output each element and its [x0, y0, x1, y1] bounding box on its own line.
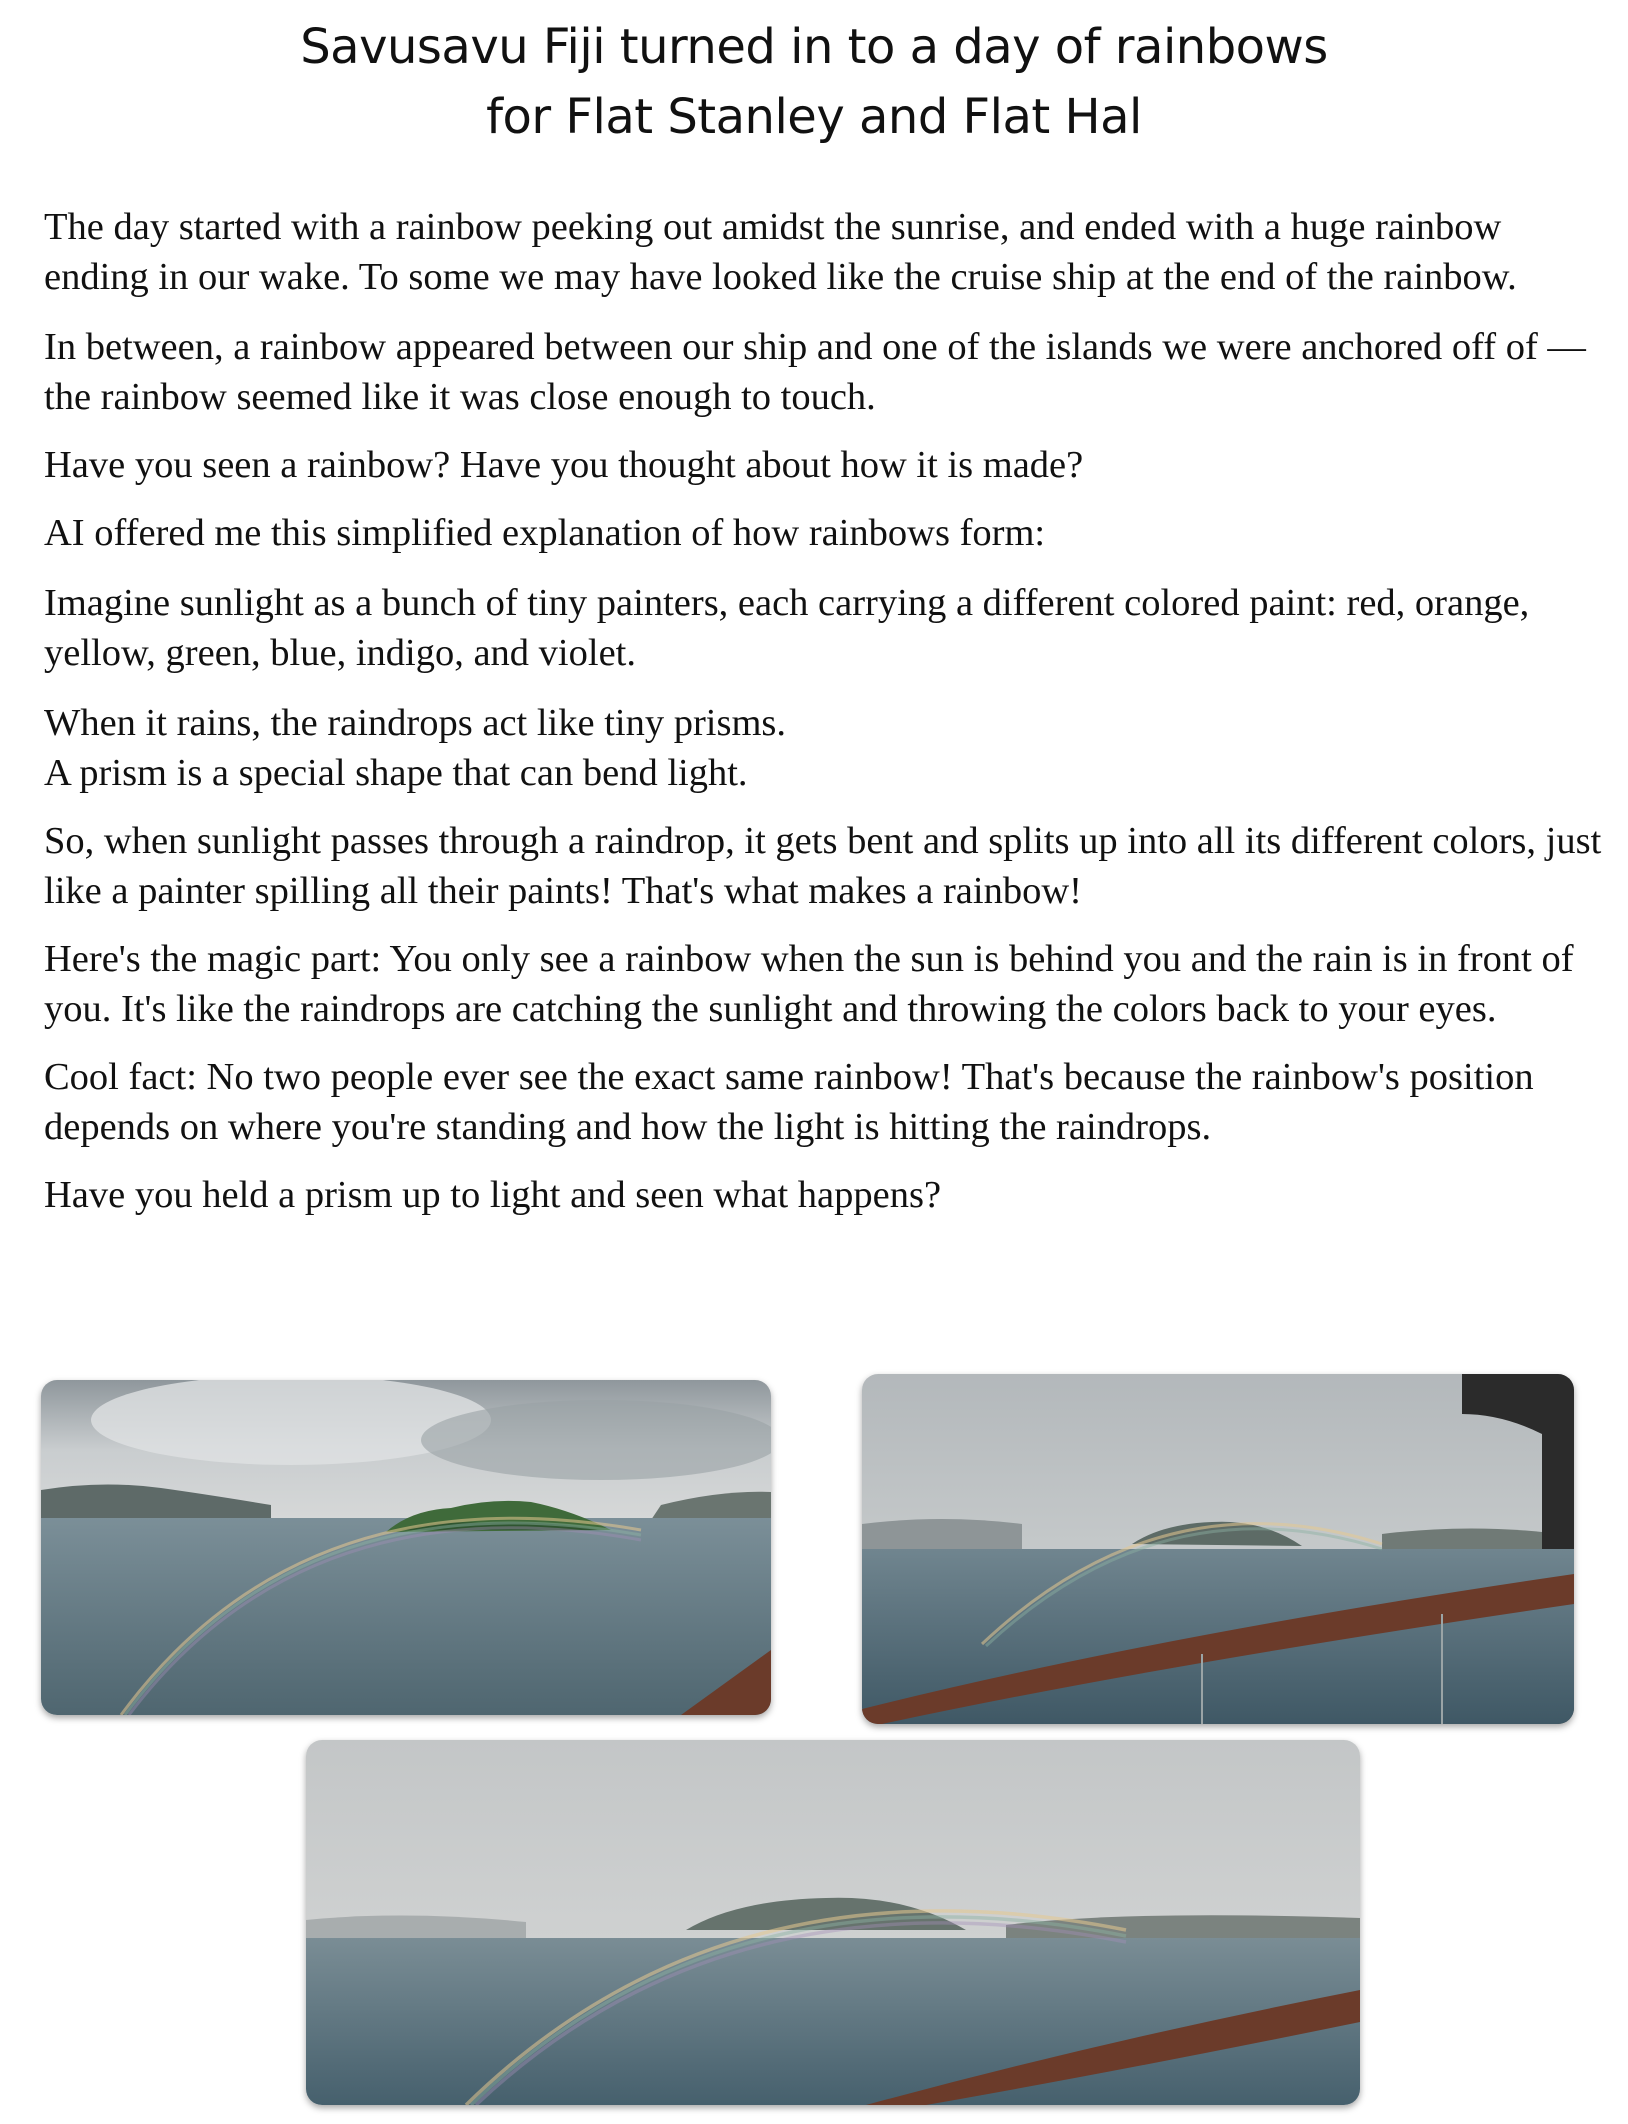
paragraph-magic: Here's the magic part: You only see a rainbow when the sun is behind you and the rain is in front of you. It's like the raindrops are catching the sunlight and throwing the colors back to your eyes.: [44, 938, 1574, 1030]
paragraph-closing-question: Have you held a prism up to light and seen what happens?: [44, 1174, 942, 1216]
photo-rainbow-panorama: [306, 1740, 1360, 2105]
title-line-1: Savusavu Fiji turned in to a day of rainbows: [300, 19, 1328, 75]
paragraph-intro: The day started with a rainbow peeking out amidst the sunrise, and ended with a huge rainbow ending in our wake. To some we may have looked like the cruise ship at the end of the rainbow.: [44, 206, 1517, 298]
paragraph-sunlight: So, when sunlight passes through a raindrop, it gets bent and splits up into all its different colors, just like a painter spilling all their paints! That's what makes a rainbow!: [44, 820, 1602, 912]
photo-rainbow-island: [41, 1380, 771, 1715]
paragraph-prism-definition: A prism is a special shape that can bend light.: [44, 752, 748, 794]
page-title: [0, 12, 1628, 152]
paragraph-question: Have you seen a rainbow? Have you thought about how it is made?: [44, 444, 1084, 486]
article-body: [44, 202, 1614, 1220]
rainbow-panorama-photo-icon: [306, 1740, 1360, 2105]
title-line-2: for Flat Stanley and Flat Hal: [486, 89, 1142, 145]
rainbow-over-island-photo-icon: [41, 1380, 771, 1715]
rainbow-from-ship-balcony-photo-icon: [862, 1374, 1574, 1724]
paragraph-prisms: When it rains, the raindrops act like tiny prisms.: [44, 702, 787, 744]
paragraph-painters: Imagine sunlight as a bunch of tiny painters, each carrying a different colored paint: red, orange, yellow, green, blue, indigo, and violet.: [44, 582, 1530, 674]
paragraph-in-between: In between, a rainbow appeared between our ship and one of the islands we were anchored off of — the rainbow seemed like it was close enough to touch.: [44, 326, 1586, 418]
photo-rainbow-balcony: [862, 1374, 1574, 1724]
paragraph-cool-fact: Cool fact: No two people ever see the exact same rainbow! That's because the rainbow's position depends on where you're standing and how the light is hitting the raindrops.: [44, 1056, 1534, 1148]
paragraph-ai-intro: AI offered me this simplified explanation of how rainbows form:: [44, 512, 1046, 554]
